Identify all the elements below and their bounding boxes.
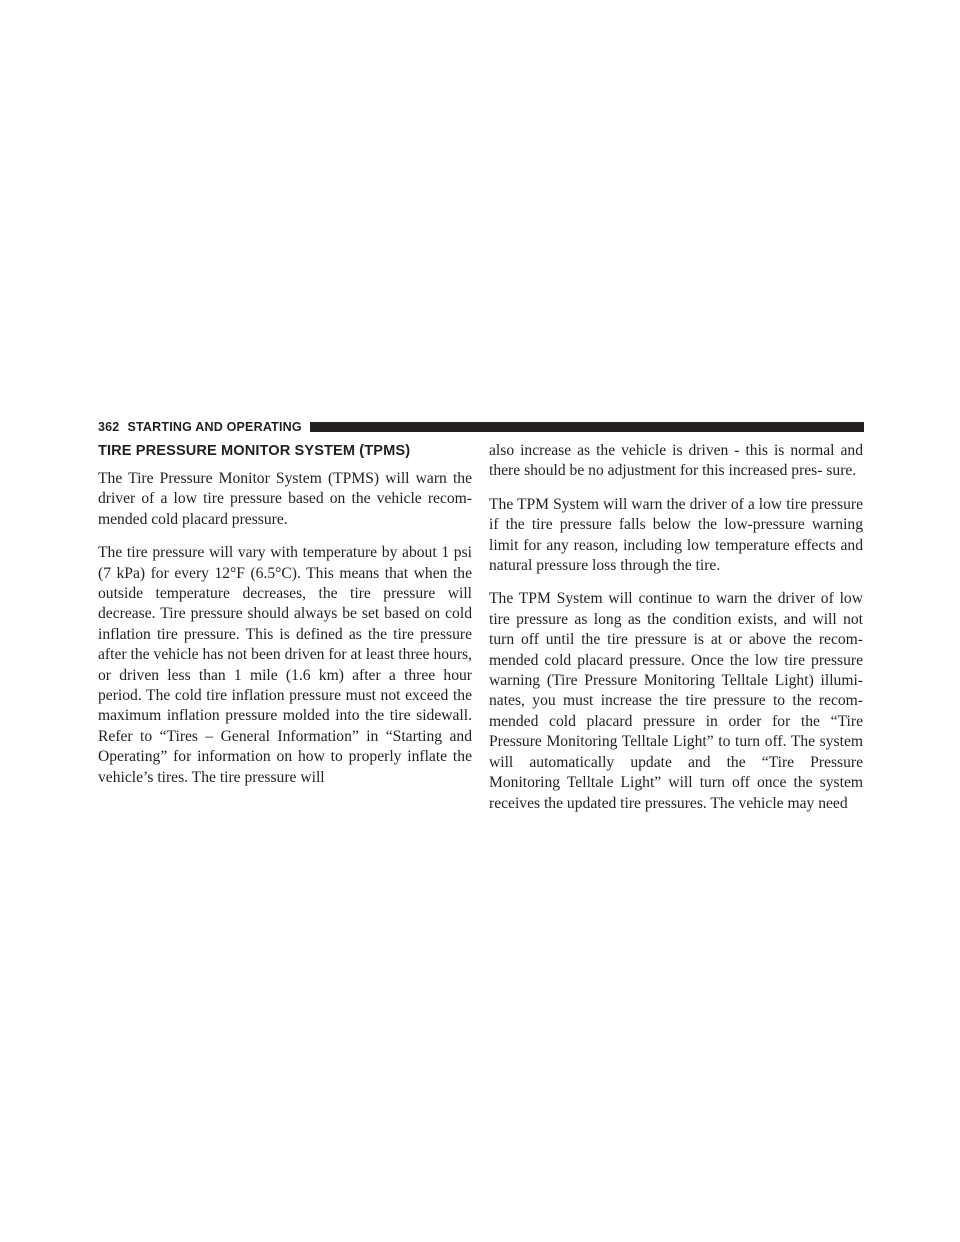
section-title: STARTING AND OPERATING <box>127 420 302 434</box>
header-rule <box>310 422 864 432</box>
paragraph: The TPM System will warn the driver of a low tire pressure if the tire pressure falls below the low-pressure warning limit for any reason, including low temperature effects and natural pressure loss through the tire. <box>489 495 863 575</box>
section-heading: TIRE PRESSURE MONITOR SYSTEM (TPMS) <box>98 443 411 459</box>
right-column <box>489 441 863 827</box>
paragraph: The Tire Pressure Monitor System (TPMS) will warn the driver of a low tire pressure based on the vehicle recom- mended cold placard pressure. <box>98 470 472 528</box>
paragraph: The TPM System will continue to warn the driver of low tire pressure as long as the condition exists, and will not turn off until the tire pressure is at or above the recom- mended cold placard pressure. Once the low tire pressure warning (Tire Pressure Monitoring Telltale Light) illumi- nates, you must increase the tire pressure to the recom- mended cold placard pressure in order for the “Tire Pressure Monitoring Telltale Light” to turn off. The system will automatically update and the “Tire Pressure Monitoring Telltale Light” will turn off once the system receives the updated tire pressures. The vehicle may need <box>489 590 863 812</box>
left-column <box>98 441 472 801</box>
paragraph: also increase as the vehicle is driven - this is normal and there should be no adjustment for this increased pres- sure. <box>489 442 863 480</box>
page-header <box>98 420 864 434</box>
paragraph: The tire pressure will vary with temperature by about 1 psi (7 kPa) for every 12°F (6.5°C). This means that when the outside temperature decreases, the tire pressure will decrease. Tire pressure should always be set based on cold inflation tire pressure. This is defined as the tire pressure after the vehicle has not been driven for at least three hours, or driven less than 1 mile (1.6 km) after a three hour period. The cold tire inflation pressure must not exceed the maximum inflation pressure molded into the tire sidewall. Refer to “Tires – General Information” in “Starting and Operating” for information on how to properly inflate the vehicle’s tires. The tire pressure will <box>98 544 472 786</box>
page-number: 362 <box>98 420 120 434</box>
